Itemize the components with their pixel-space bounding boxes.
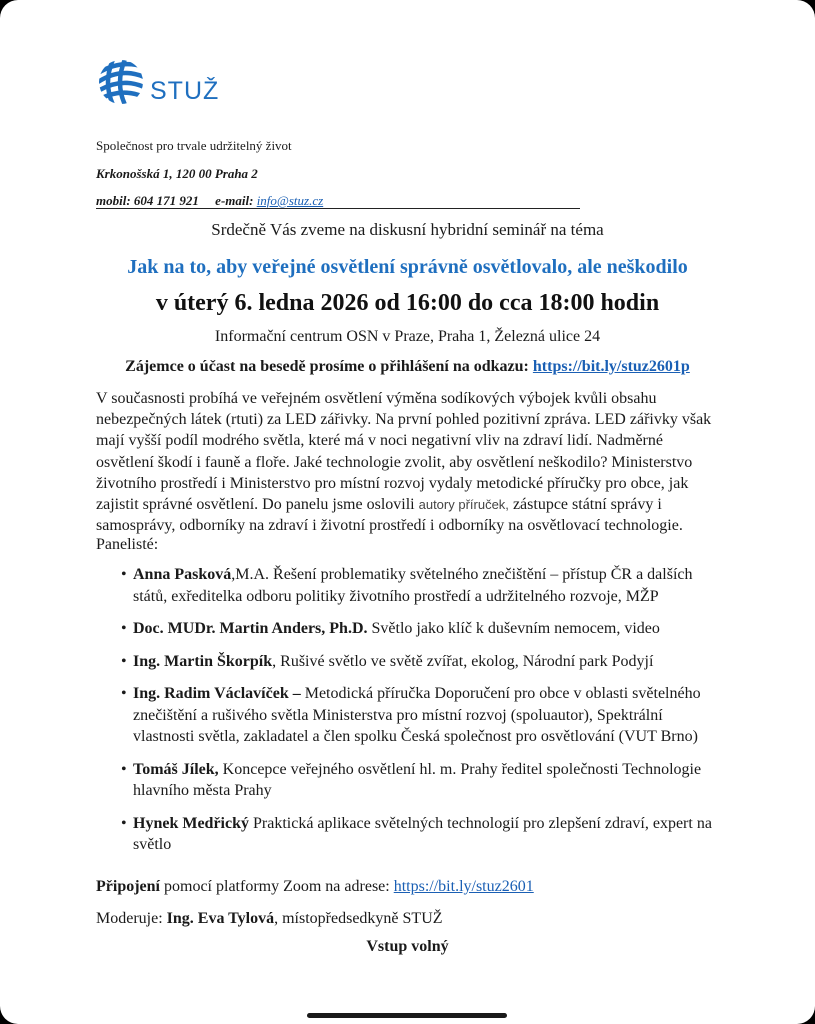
panelist-desc: Koncepce veřejného osvětlení hl. m. Prahy ředitel společnosti Technologie hlavního města Prahy — [133, 760, 702, 799]
list-item — [112, 759, 724, 802]
panelist-desc: Metodická příručka Doporučení pro obce v oblasti světelného znečištění a rušivého světla Ministerstva pro místní rozvoj (spoluautor), Spektrální vlastnosti světla, zakladatel a člen spolku Česká společnost pro osvětlování (VUT Brno) — [133, 685, 701, 745]
bullet-icon: • — [121, 760, 127, 778]
connection-text: pomocí platformy Zoom na adrese: — [160, 878, 394, 895]
connection-line — [96, 878, 534, 896]
intro-part1: V současnosti probíhá ve veřejném osvětlení výměna sodíkových výbojek kvůli obsahu nebezpečných látek (rtuti) za LED zářivky. Na první pohled pozitivní zpráva. LED zářivky však mají vyšší podíl modrého světla, které má v noci negativní vliv na zdraví lidí. Nadměrné osvětlení škodí i fauně a floře. Jaké technologie zvolit, aby osvětlení neškodilo? Ministerstvo životního prostředí i Ministerstvo pro místní rozvoj vydaly metodické příručky pro obce, jak zajistit správné osvětlení. Do panelu jsme oslovili — [96, 390, 712, 514]
intro-part2: zástupce státní správy i samosprávy, odborníky na zdraví i životní prostředí i odborníky na osvětlovací technologie. — [96, 496, 683, 535]
panelist-name: Ing. Martin Škorpík — [133, 652, 273, 670]
email-label: e-mail: — [215, 193, 254, 208]
bullet-icon: • — [121, 685, 127, 702]
email-link[interactable]: info@stuz.cz — [256, 193, 324, 208]
registration-link[interactable]: https://bit.ly/stuz2601p — [532, 358, 690, 375]
panelist-desc: , Rušivé světlo ve světě zvířat, ekolog, Národní park Podyjí — [272, 652, 654, 670]
moderator-role: , místopředsedkyně STUŽ — [274, 910, 443, 927]
list-item — [112, 651, 724, 673]
bullet-icon: • — [121, 814, 127, 832]
intro-paragraph — [96, 388, 716, 536]
registration-line — [0, 358, 815, 376]
panelist-desc: ,M.A. Řešení problematiky světelného znečištění – přístup ČR a dalších států, exředitelka odboru politiky životního prostředí a udržitelného rozvoje, MŽP — [133, 566, 693, 605]
entry-note: Vstup volný — [366, 938, 449, 955]
bullet-icon: • — [121, 652, 127, 670]
contact-line — [96, 194, 580, 209]
seminar-datetime: v úterý 6. ledna 2026 od 16:00 do cca 18:00 hodin — [155, 290, 660, 316]
mobile: mobil: 604 171 921 — [96, 193, 199, 208]
seminar-place: Informační centrum OSN v Praze, Praha 1, Železná ulice 24 — [214, 328, 601, 345]
bullet-icon: • — [121, 566, 127, 583]
panelist-name: Hynek Medřický — [133, 814, 249, 832]
panelist-name: Anna Pasková — [133, 566, 232, 583]
moderator-label: Moderuje: — [96, 910, 167, 927]
list-item — [112, 813, 724, 856]
panelist-desc: Praktická aplikace světelných technologií pro zlepšení zdraví, expert na světlo — [133, 814, 712, 853]
registration-text: Zájemce o účast na besedě prosíme o přihlášení na odkazu: — [125, 358, 529, 375]
address: Krkonošská 1, 120 00 Praha 2 — [96, 166, 258, 181]
logo-text: STUŽ — [150, 77, 220, 105]
panelists-label: Panelisté: — [96, 536, 159, 553]
moderator-name: Ing. Eva Tylová — [166, 910, 275, 927]
moderator-line — [96, 910, 443, 928]
seminar-headline: Jak na to, aby veřejné osvětlení správně osvětlovalo, ale neškodilo — [127, 256, 688, 278]
panelist-desc: Světlo jako klíč k duševním nemocem, video — [367, 620, 660, 637]
panelists-list — [112, 564, 724, 856]
panelist-name: Tomáš Jílek, — [133, 760, 219, 778]
list-item — [112, 683, 724, 748]
panelist-name: Doc. MUDr. Martin Anders, Ph.D. — [133, 620, 368, 637]
list-item — [112, 564, 724, 607]
panelist-name: Ing. Radim Václavíček – — [133, 685, 301, 702]
intro-small-text: autory příruček, — [418, 497, 509, 513]
invitation-text: Srdečně Vás zveme na diskusní hybridní seminář na téma — [211, 220, 604, 239]
organization-name: Společnost pro trvale udržitelný život — [96, 138, 292, 153]
zoom-link[interactable]: https://bit.ly/stuz2601 — [393, 878, 534, 895]
connection-label: Připojení — [96, 878, 160, 895]
list-item — [112, 618, 724, 640]
home-indicator[interactable] — [307, 1013, 507, 1018]
bullet-icon: • — [121, 620, 127, 637]
